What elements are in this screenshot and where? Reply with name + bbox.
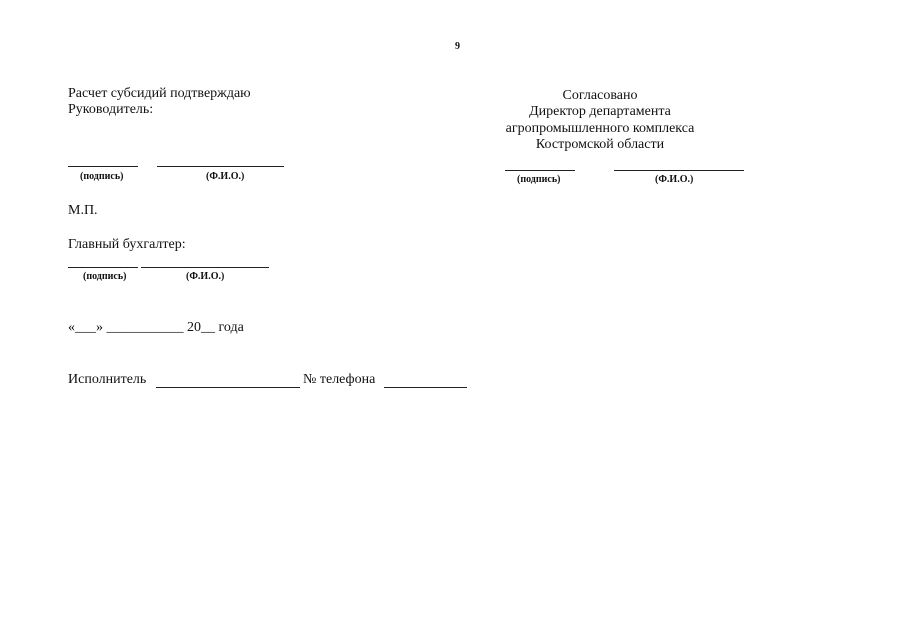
accountant-fio-caption: (Ф.И.О.) — [186, 271, 225, 282]
phone-number-line — [384, 387, 467, 388]
stamp-placeholder: М.П. — [68, 203, 98, 218]
accountant-signature-caption: (подпись) — [83, 271, 127, 282]
accountant-fio-line — [141, 267, 269, 268]
head-label: Руководитель: — [68, 102, 154, 117]
accountant-label: Главный бухгалтер: — [68, 237, 186, 252]
head-fio-caption: (Ф.И.О.) — [206, 171, 245, 182]
accountant-signature-line — [68, 267, 138, 268]
head-signature-caption: (подпись) — [80, 171, 124, 182]
approval-heading: Согласовано — [562, 88, 638, 103]
region-name: Костромской области — [535, 137, 665, 152]
confirmation-heading: Расчет субсидий подтверждаю — [68, 86, 251, 101]
director-title: Директор департамента — [529, 104, 671, 119]
department-name: агропромышленного комплекса — [505, 121, 695, 136]
director-signature-line — [505, 170, 575, 171]
executor-label: Исполнитель — [68, 372, 147, 387]
director-fio-line — [614, 170, 744, 171]
page-number: 9 — [455, 41, 460, 52]
executor-name-line — [156, 387, 300, 388]
phone-label: № телефона — [303, 372, 376, 387]
director-signature-caption: (подпись) — [517, 174, 561, 185]
head-fio-line — [157, 166, 284, 167]
date-line: «___» ___________ 20__ года — [68, 320, 244, 335]
director-fio-caption: (Ф.И.О.) — [655, 174, 694, 185]
head-signature-line — [68, 166, 138, 167]
